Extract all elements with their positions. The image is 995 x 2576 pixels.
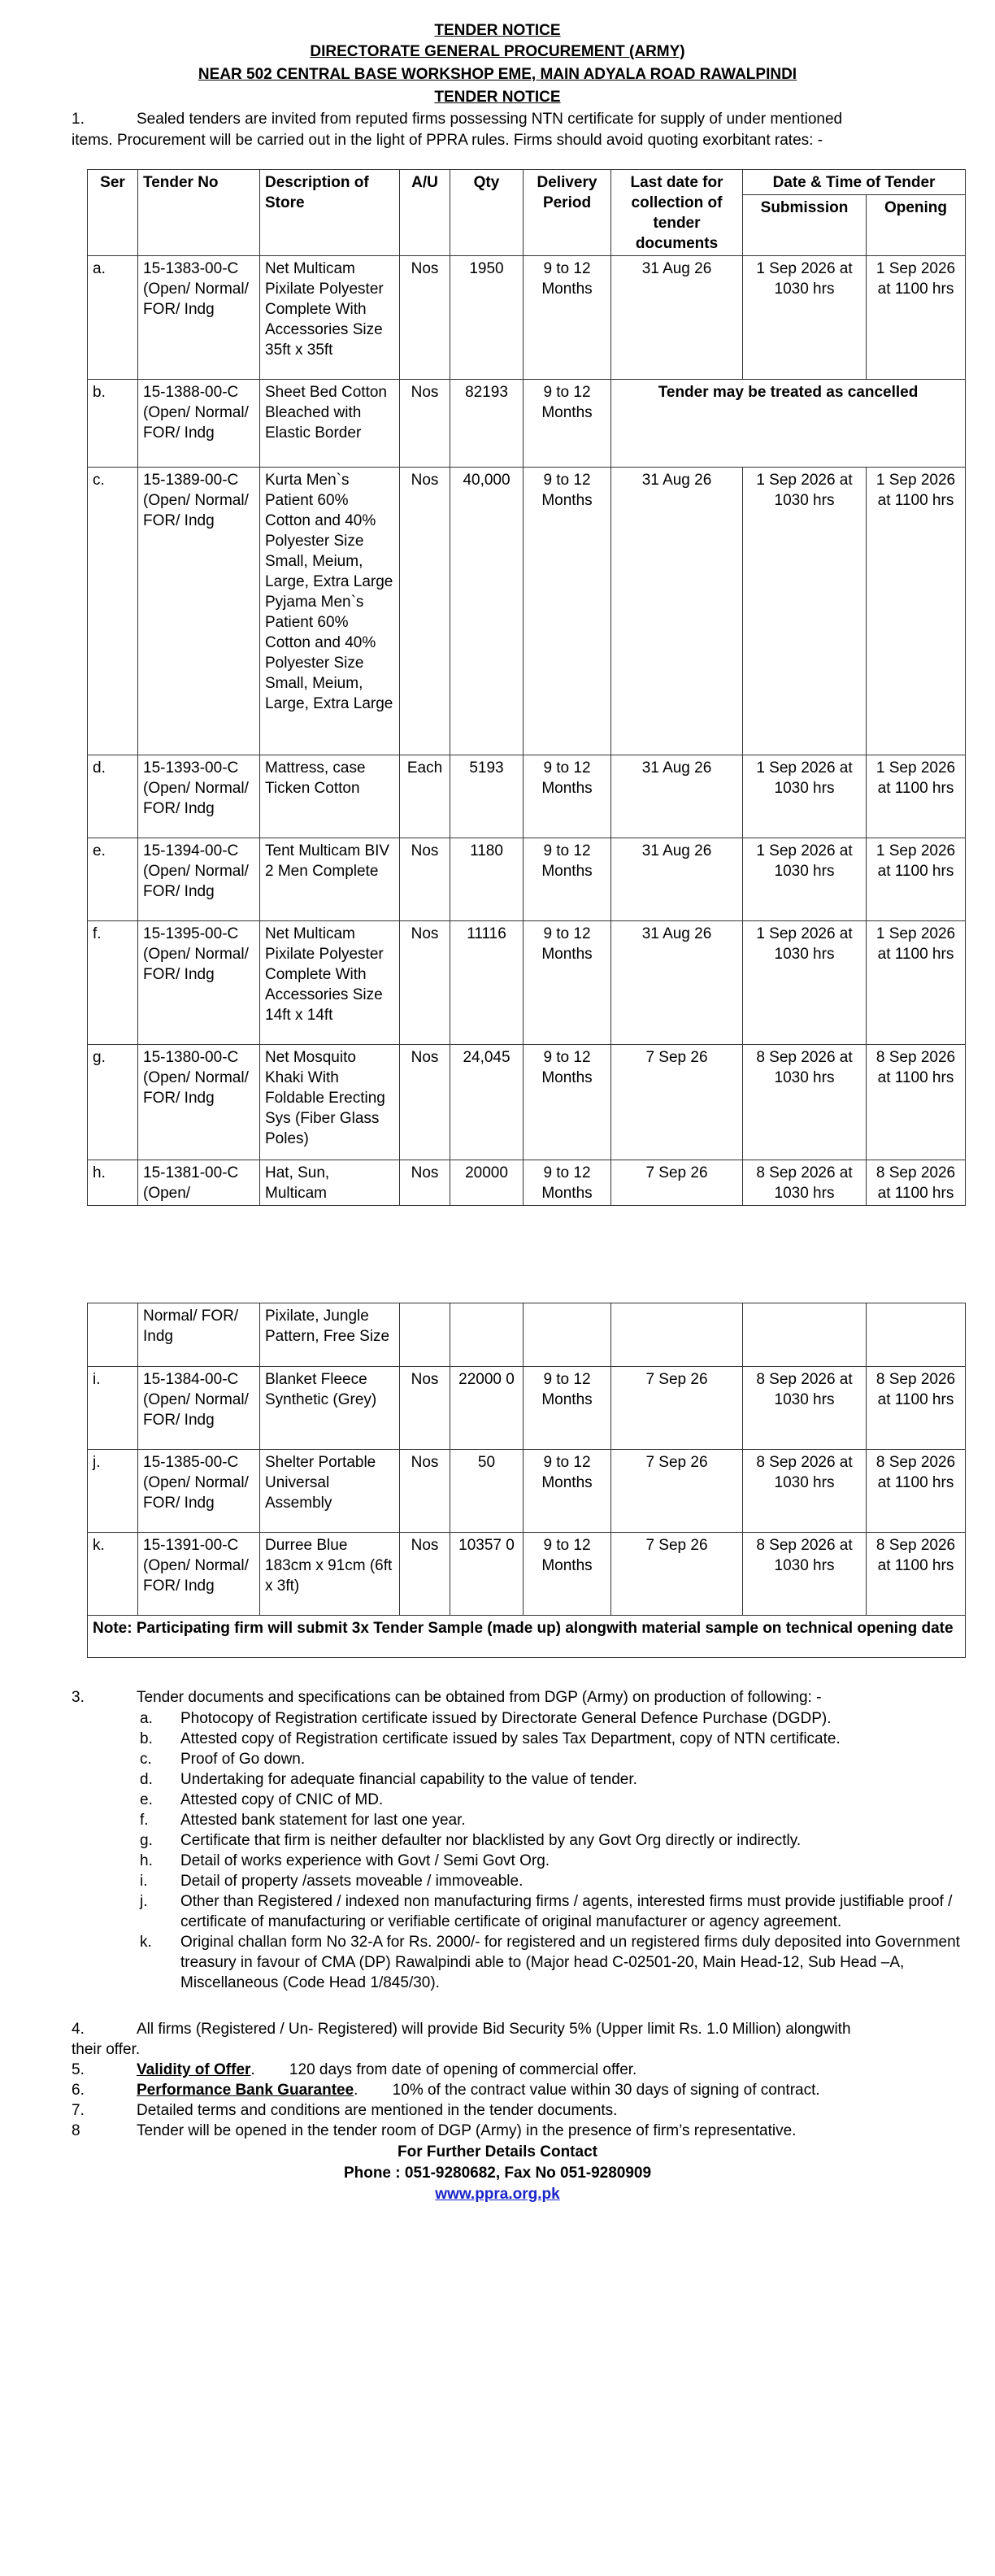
table-row (88, 1160, 966, 1206)
col-header-au: A/U (400, 170, 450, 256)
cell-last-date: 7 Sep 26 (611, 1450, 743, 1533)
cell-last-date: 7 Sep 26 (611, 1533, 743, 1616)
cell-au: Nos (400, 1450, 450, 1533)
cell-description: Pixilate, Jungle Pattern, Free Size (260, 1303, 400, 1367)
cell-qty: 40,000 (450, 468, 524, 755)
col-header-datetime: Date & Time of Tender (743, 170, 966, 195)
cell-tender-no: 15-1381-00-C (Open/ (138, 1160, 260, 1206)
list-text: Detail of property /assets moveable / immoveable. (180, 1873, 524, 1890)
cell-au: Nos (400, 838, 450, 921)
cell-tender-no: Normal/ FOR/ Indg (138, 1303, 260, 1367)
cell-submission: 1 Sep 2026 at 1030 hrs (743, 755, 867, 838)
list-item (140, 1810, 977, 1830)
table-row (88, 838, 966, 921)
intro-paragraph-cont: items. Procurement will be carried out in the light of PPRA rules. Firms should avoid quoting exorbitant rates: - (72, 132, 823, 149)
point-5-label: Validity of Offer (137, 2061, 251, 2078)
cell-delivery: 9 to 12 Months (524, 256, 611, 380)
ppra-link-row (0, 2184, 995, 2205)
section-3-text: Tender documents and specifications can be obtained from DGP (Army) on production of following: - (137, 1689, 822, 1706)
list-text: Original challan form No 32-A for Rs. 2000/- for registered and un registered firms duly deposited into Government treasury in favour of CMA (DP) Rawalpindi able to (Major head C-02501-20, Main Head-12, Sub Head –A, Miscellaneous (Code Head 1/845/30). (180, 1934, 960, 1991)
cell-last-date: 31 Aug 26 (611, 755, 743, 838)
organization-name: DIRECTORATE GENERAL PROCUREMENT (ARMY) (310, 43, 685, 60)
cell-qty (450, 1303, 524, 1367)
cell-last-date: 31 Aug 26 (611, 256, 743, 380)
point-8 (72, 2121, 966, 2141)
cell-ser: k. (88, 1533, 138, 1616)
contact-phone-fax: Phone : 051-9280682, Fax No 051-9280909 (343, 2165, 652, 2182)
cell-qty: 50 (450, 1450, 524, 1533)
list-text: Attested bank statement for last one year. (180, 1812, 466, 1829)
point-6-text: . 10% of the contract value within 30 days of signing of contract. (354, 2082, 820, 2099)
cell-ser: c. (88, 468, 138, 755)
cell-submission: 1 Sep 2026 at 1030 hrs (743, 256, 867, 380)
cell-delivery: 9 to 12 Months (524, 1533, 611, 1616)
point-5-number: 5. (72, 2061, 85, 2078)
cell-tender-no: 15-1393-00-C (Open/ Normal/ FOR/ Indg (138, 755, 260, 838)
point-7-number: 7. (72, 2102, 85, 2119)
list-letter: d. (140, 1771, 153, 1788)
cell-ser: b. (88, 380, 138, 468)
cell-au: Each (400, 755, 450, 838)
list-item (140, 1729, 977, 1749)
cell-au: Nos (400, 1160, 450, 1206)
cell-description: Kurta Men`s Patient 60% Cotton and 40% Polyester Size Small, Meium, Large, Extra Large Pyjama Men`s Patient 60% Cotton and 40% Polyester Size Small, Meium, Large, Extra Large (260, 468, 400, 755)
cell-qty: 82193 (450, 380, 524, 468)
cell-au: Nos (400, 921, 450, 1045)
table-row (88, 1303, 966, 1367)
cell-au: Nos (400, 380, 450, 468)
list-item (140, 1769, 977, 1790)
cell-au: Nos (400, 1045, 450, 1160)
cell-ser (88, 1303, 138, 1367)
cell-au: Nos (400, 468, 450, 755)
cell-description: Blanket Fleece Synthetic (Grey) (260, 1367, 400, 1450)
list-text: Undertaking for adequate financial capability to the value of tender. (180, 1771, 637, 1788)
point-7-text: Detailed terms and conditions are mentioned in the tender documents. (137, 2102, 618, 2119)
list-text: Photocopy of Registration certificate issued by Directorate General Defence Purchase (DGDP). (180, 1710, 832, 1727)
cell-description: Mattress, case Ticken Cotton (260, 755, 400, 838)
section-3-paragraph (72, 1687, 966, 1708)
cell-opening: 8 Sep 2026 at 1100 hrs (867, 1160, 966, 1206)
list-letter: b. (140, 1730, 153, 1747)
cell-ser: d. (88, 755, 138, 838)
cell-last-date: 31 Aug 26 (611, 468, 743, 755)
cell-ser: j. (88, 1450, 138, 1533)
point-4-cont: their offer. (72, 2041, 141, 2058)
cell-qty: 11116 (450, 921, 524, 1045)
col-header-last-date: Last date for collection of tender documents (611, 170, 743, 256)
cell-last-date (611, 1303, 743, 1367)
cell-tender-no: 15-1380-00-C (Open/ Normal/ FOR/ Indg (138, 1045, 260, 1160)
cell-last-date: 31 Aug 26 (611, 921, 743, 1045)
cell-opening: 8 Sep 2026 at 1100 hrs (867, 1045, 966, 1160)
cell-au: Nos (400, 1533, 450, 1616)
table-row (88, 1045, 966, 1160)
cell-delivery (524, 1303, 611, 1367)
cell-delivery: 9 to 12 Months (524, 755, 611, 838)
cell-last-date: 7 Sep 26 (611, 1367, 743, 1450)
col-header-ser: Ser (88, 170, 138, 256)
list-letter: g. (140, 1832, 153, 1849)
point-6-label: Performance Bank Guarantee (137, 2082, 354, 2099)
requirements-list (140, 1708, 977, 1993)
point-5 (72, 2060, 966, 2080)
cell-description: Net Multicam Pixilate Polyester Complete With Accessories Size 35ft x 35ft (260, 256, 400, 380)
cell-delivery: 9 to 12 Months (524, 1450, 611, 1533)
cell-qty: 24,045 (450, 1045, 524, 1160)
point-4 (72, 2019, 966, 2039)
cell-ser: a. (88, 256, 138, 380)
list-item (140, 1749, 977, 1769)
cell-ser: e. (88, 838, 138, 921)
cell-opening: 1 Sep 2026 at 1100 hrs (867, 256, 966, 380)
list-item (140, 1932, 977, 1993)
cell-description: Shelter Portable Universal Assembly (260, 1450, 400, 1533)
organization-address: NEAR 502 CENTRAL BASE WORKSHOP EME, MAIN ADYALA ROAD RAWALPINDI (198, 66, 797, 83)
cell-description: Tent Multicam BIV 2 Men Complete (260, 838, 400, 921)
notice-title: TENDER NOTICE (434, 22, 561, 39)
cell-opening: 1 Sep 2026 at 1100 hrs (867, 755, 966, 838)
cell-description: Hat, Sun, Multicam (260, 1160, 400, 1206)
cell-description: Net Multicam Pixilate Polyester Complete With Accessories Size 14ft x 14ft (260, 921, 400, 1045)
cell-qty: 1180 (450, 838, 524, 921)
cell-delivery: 9 to 12 Months (524, 838, 611, 921)
ppra-website-link[interactable]: www.ppra.org.pk (435, 2186, 560, 2203)
list-text: Attested copy of CNIC of MD. (180, 1791, 384, 1808)
cell-submission: 1 Sep 2026 at 1030 hrs (743, 838, 867, 921)
cell-au: Nos (400, 1367, 450, 1450)
cell-tender-no: 15-1395-00-C (Open/ Normal/ FOR/ Indg (138, 921, 260, 1045)
cell-ser: g. (88, 1045, 138, 1160)
intro-number: 1. (72, 111, 85, 128)
cell-qty: 5193 (450, 755, 524, 838)
col-header-qty: Qty (450, 170, 524, 256)
cell-delivery: 9 to 12 Months (524, 921, 611, 1045)
cell-last-date: 31 Aug 26 (611, 838, 743, 921)
table-row (88, 921, 966, 1045)
cell-submission: 8 Sep 2026 at 1030 hrs (743, 1045, 867, 1160)
point-4-text: All firms (Registered / Un- Registered) will provide Bid Security 5% (Upper limit Rs. 1.0 Million) alongwith (137, 2021, 851, 2038)
cell-opening: 8 Sep 2026 at 1100 hrs (867, 1367, 966, 1450)
cell-delivery: 9 to 12 Months (524, 380, 611, 468)
cell-ser: f. (88, 921, 138, 1045)
table-row (88, 1533, 966, 1616)
table-row (88, 380, 966, 468)
list-item (140, 1790, 977, 1810)
cell-last-date: 7 Sep 26 (611, 1045, 743, 1160)
cell-delivery: 9 to 12 Months (524, 468, 611, 755)
list-letter: j. (140, 1893, 148, 1910)
table-note-row (88, 1616, 966, 1658)
cell-opening: 1 Sep 2026 at 1100 hrs (867, 838, 966, 921)
tender-table-continued (87, 1303, 966, 1658)
point-6-number: 6. (72, 2082, 85, 2099)
tender-table (87, 169, 966, 1206)
cell-delivery: 9 to 12 Months (524, 1045, 611, 1160)
cell-tender-no: 15-1385-00-C (Open/ Normal/ FOR/ Indg (138, 1450, 260, 1533)
intro-text-a: Sealed tenders are invited from reputed firms possessing NTN certificate for supply of under mentioned (137, 111, 843, 128)
notice-subtitle: TENDER NOTICE (434, 89, 561, 106)
list-letter: c. (140, 1751, 152, 1768)
cell-submission: 8 Sep 2026 at 1030 hrs (743, 1367, 867, 1450)
list-text: Attested copy of Registration certificate issued by sales Tax Department, copy of NTN certificate. (180, 1730, 841, 1747)
col-header-submission: Submission (743, 195, 867, 256)
col-header-delivery: Delivery Period (524, 170, 611, 256)
point-8-number: 8 (72, 2122, 80, 2139)
cell-tender-no: 15-1383-00-C (Open/ Normal/ FOR/ Indg (138, 256, 260, 380)
cell-qty: 10357 0 (450, 1533, 524, 1616)
col-header-description: Description of Store (260, 170, 400, 256)
cell-delivery: 9 to 12 Months (524, 1367, 611, 1450)
list-text: Certificate that firm is neither defaulter nor blacklisted by any Govt Org directly or indirectly. (180, 1832, 802, 1849)
table-row (88, 755, 966, 838)
cell-opening: 1 Sep 2026 at 1100 hrs (867, 921, 966, 1045)
list-item (140, 1830, 977, 1851)
contact-heading: For Further Details Contact (398, 2143, 597, 2160)
list-text: Other than Registered / indexed non manufacturing firms / agents, interested firms must provide justifiable proof / certificate of manufacturing or verifiable certificate of original manufacturer or agency agreement. (180, 1893, 953, 1930)
list-item (140, 1708, 977, 1729)
cell-opening: 8 Sep 2026 at 1100 hrs (867, 1450, 966, 1533)
cell-tender-no: 15-1388-00-C (Open/ Normal/ FOR/ Indg (138, 380, 260, 468)
point-7 (72, 2100, 966, 2121)
table-row (88, 468, 966, 755)
cell-ser: i. (88, 1367, 138, 1450)
list-letter: h. (140, 1852, 153, 1869)
point-6 (72, 2080, 966, 2100)
cell-description: Sheet Bed Cotton Bleached with Elastic Border (260, 380, 400, 468)
cell-opening: 1 Sep 2026 at 1100 hrs (867, 468, 966, 755)
cell-qty: 22000 0 (450, 1367, 524, 1450)
list-letter: a. (140, 1710, 153, 1727)
cell-submission: 8 Sep 2026 at 1030 hrs (743, 1533, 867, 1616)
cell-delivery: 9 to 12 Months (524, 1160, 611, 1206)
cell-tender-no: 15-1389-00-C (Open/ Normal/ FOR/ Indg (138, 468, 260, 755)
point-8-text: Tender will be opened in the tender room of DGP (Army) in the presence of firm’s representative. (137, 2122, 797, 2139)
cell-cancel-note: Tender may be treated as cancelled (611, 380, 966, 468)
cell-description: Net Mosquito Khaki With Foldable Erecting Sys (Fiber Glass Poles) (260, 1045, 400, 1160)
cell-ser: h. (88, 1160, 138, 1206)
cell-au: Nos (400, 256, 450, 380)
list-text: Detail of works experience with Govt / Semi Govt Org. (180, 1852, 550, 1869)
cell-submission: 1 Sep 2026 at 1030 hrs (743, 921, 867, 1045)
section-3-number: 3. (72, 1689, 85, 1706)
list-item (140, 1891, 977, 1932)
cell-submission: 8 Sep 2026 at 1030 hrs (743, 1160, 867, 1206)
point-4-number: 4. (72, 2021, 85, 2038)
cell-submission (743, 1303, 867, 1367)
cell-opening: 8 Sep 2026 at 1100 hrs (867, 1533, 966, 1616)
cell-description: Durree Blue 183cm x 91cm (6ft x 3ft) (260, 1533, 400, 1616)
table-row (88, 1367, 966, 1450)
point-5-text: . 120 days from date of opening of commercial offer. (250, 2061, 637, 2078)
list-letter: k. (140, 1934, 152, 1951)
table-header-row (88, 170, 966, 195)
table-note: Note: Participating firm will submit 3x Tender Sample (made up) alongwith material sample on technical opening date (88, 1616, 966, 1658)
col-header-opening: Opening (867, 195, 966, 256)
table-row (88, 1450, 966, 1533)
table-row (88, 256, 966, 380)
list-letter: e. (140, 1791, 153, 1808)
cell-submission: 8 Sep 2026 at 1030 hrs (743, 1450, 867, 1533)
list-letter: i. (140, 1873, 148, 1890)
cell-tender-no: 15-1394-00-C (Open/ Normal/ FOR/ Indg (138, 838, 260, 921)
list-text: Proof of Go down. (180, 1751, 306, 1768)
cell-opening (867, 1303, 966, 1367)
list-letter: f. (140, 1812, 149, 1829)
cell-tender-no: 15-1391-00-C (Open/ Normal/ FOR/ Indg (138, 1533, 260, 1616)
cell-qty: 20000 (450, 1160, 524, 1206)
intro-paragraph (72, 109, 966, 129)
cell-qty: 1950 (450, 256, 524, 380)
cell-tender-no: 15-1384-00-C (Open/ Normal/ FOR/ Indg (138, 1367, 260, 1450)
list-item (140, 1851, 977, 1871)
list-item (140, 1871, 977, 1891)
cell-submission: 1 Sep 2026 at 1030 hrs (743, 468, 867, 755)
col-header-tender-no: Tender No (138, 170, 260, 256)
cell-au (400, 1303, 450, 1367)
cell-last-date: 7 Sep 26 (611, 1160, 743, 1206)
